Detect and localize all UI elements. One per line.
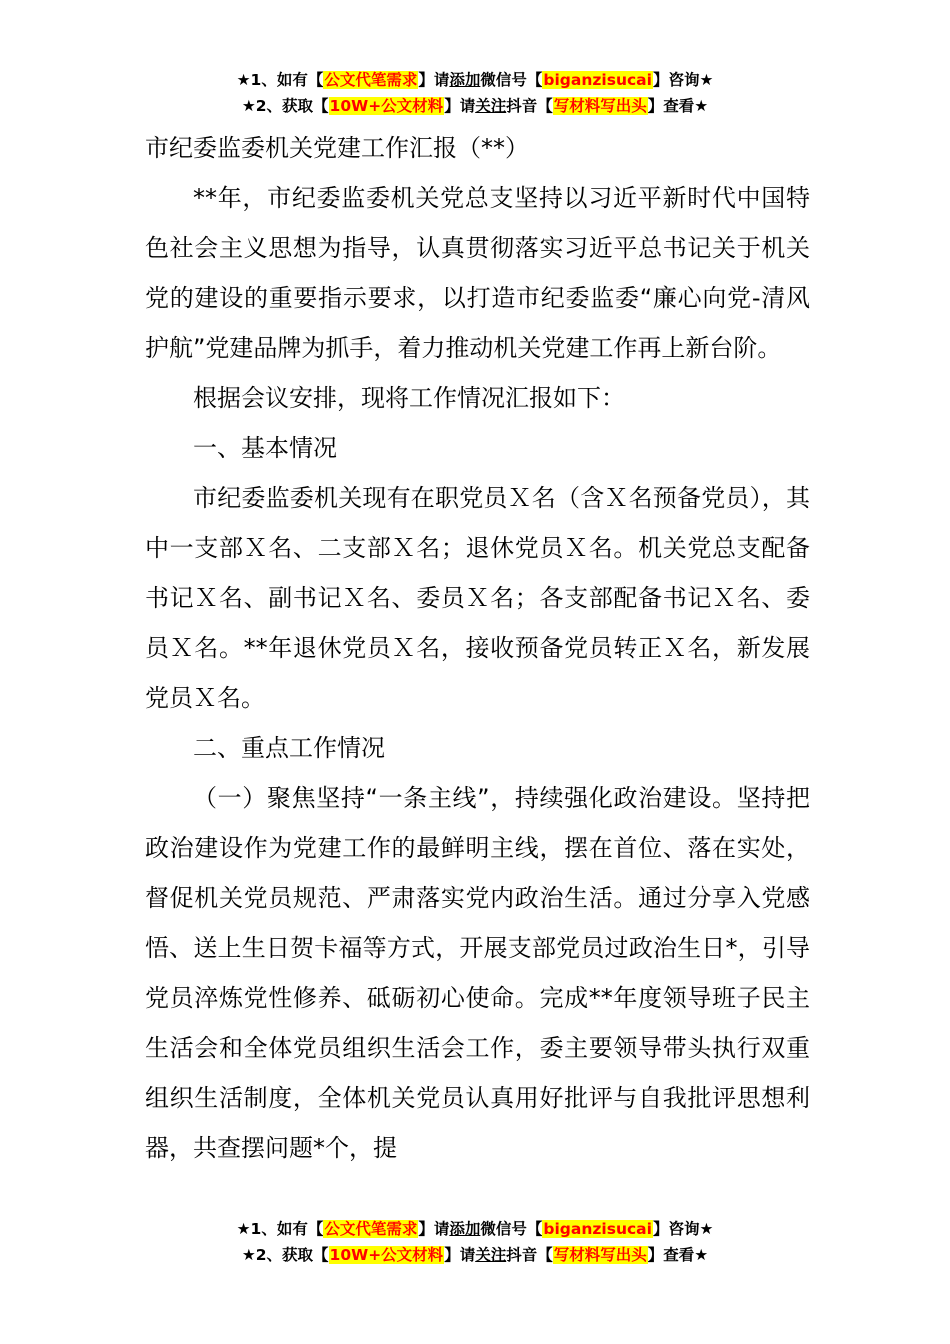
banner-line-1: ★1、如有【公文代笔需求】请添加微信号【biganzisucai】咨询★ xyxy=(236,71,714,89)
paragraph-intro: **年，市纪委监委机关党总支坚持以习近平新时代中国特色社会主义思想为指导，认真贯彻落实习近平总书记关于机关党的建设的重要指示要求，以打造市纪委监委“廉心向党-清风护航”党建品牌为抓手，着力推动机关党建工作再上新台阶。 xyxy=(145,184,810,362)
banner-line-2: ★2、获取【10W+公文材料】请关注抖音【写材料写出头】查看★ xyxy=(241,1246,709,1264)
document-title: 市纪委监委机关党建工作汇报（**） xyxy=(145,134,529,162)
highlight-text: 10W+公文材料 xyxy=(329,1246,444,1264)
section-heading-key-work: 二、重点工作情况 xyxy=(193,734,385,762)
section-heading-basic: 一、基本情况 xyxy=(193,434,337,462)
highlight-text: 公文代笔需求 xyxy=(324,71,418,89)
banner-line-1: ★1、如有【公文代笔需求】请添加微信号【biganzisucai】咨询★ xyxy=(236,1220,714,1238)
document-body xyxy=(145,123,810,1173)
header-banner xyxy=(0,67,950,119)
highlight-text: 10W+公文材料 xyxy=(329,97,444,115)
underlined-text: 关注 xyxy=(475,97,507,115)
banner-line-2: ★2、获取【10W+公文材料】请关注抖音【写材料写出头】查看★ xyxy=(241,97,709,115)
douyin-account: 写材料写出头 xyxy=(553,1246,647,1264)
wechat-id: biganzisucai xyxy=(543,1220,652,1238)
paragraph-basic-info: 市纪委监委机关现有在职党员Ｘ名（含Ｘ名预备党员），其中一支部Ｘ名、二支部Ｘ名；退休党员Ｘ名。机关党总支配备书记Ｘ名、副书记Ｘ名、委员Ｘ名；各支部配备书记Ｘ名、委员Ｘ名。**年退休党员Ｘ名，接收预备党员转正Ｘ名，新发展党员Ｘ名。 xyxy=(145,484,810,712)
paragraph-report-lead: 根据会议安排，现将工作情况汇报如下： xyxy=(193,384,625,412)
underlined-text: 添加 xyxy=(449,1220,481,1238)
underlined-text: 添加 xyxy=(449,71,481,89)
douyin-account: 写材料写出头 xyxy=(553,97,647,115)
paragraph-political-building: （一）聚焦坚持“一条主线”，持续强化政治建设。坚持把政治建设作为党建工作的最鲜明主线，摆在首位、落在实处，督促机关党员规范、严肃落实党内政治生活。通过分享入党感悟、送上生日贺卡福等方式，开展支部党员过政治生日*，引导党员淬炼党性修养、砥砺初心使命。完成**年度领导班子民主生活会和全体党员组织生活会工作，委主要领导带头执行双重组织生活制度，全体机关党员认真用好批评与自我批评思想利器，共查摆问题*个，提 xyxy=(145,784,810,1162)
footer-banner xyxy=(0,1216,950,1268)
highlight-text: 公文代笔需求 xyxy=(324,1220,418,1238)
underlined-text: 关注 xyxy=(475,1246,507,1264)
wechat-id: biganzisucai xyxy=(543,71,652,89)
